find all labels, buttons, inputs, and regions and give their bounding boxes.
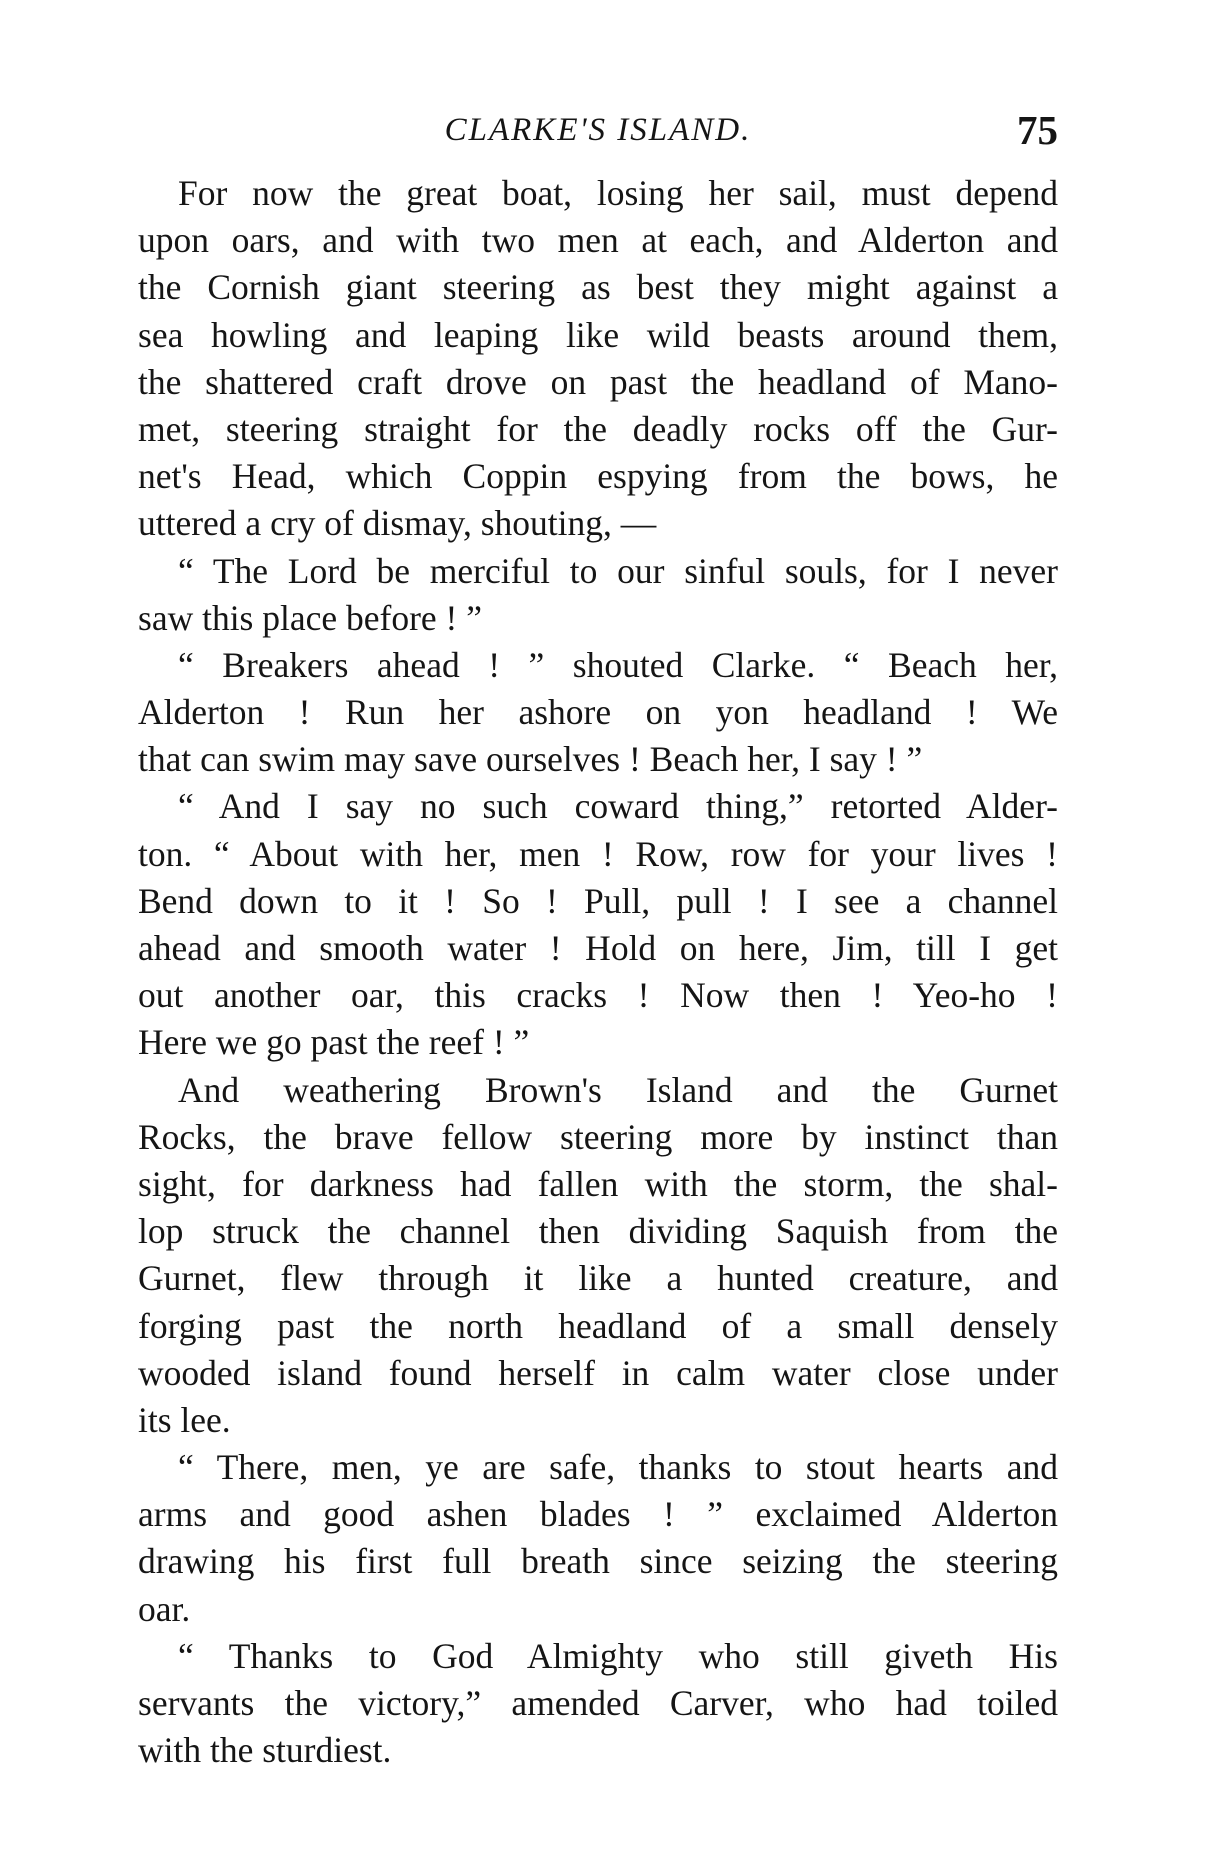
body-text	[138, 170, 1058, 1774]
text-line: the shattered craft drove on past the headland of Mano-	[138, 361, 1058, 402]
text-line: oar.	[138, 1588, 191, 1629]
text-line: servants the victory,” amended Carver, who had toiled	[138, 1683, 1058, 1723]
text-line: ahead and smooth water ! Hold on here, Jim, till I get	[138, 928, 1058, 968]
text-line: For now the great boat, losing her sail, must depend	[178, 173, 1058, 213]
text-line: And weathering Brown's Island and the Gurnet	[178, 1069, 1058, 1110]
page-number: 75	[1017, 107, 1058, 153]
text-line: Alderton ! Run her ashore on yon headland ! We	[138, 692, 1058, 733]
text-line: the Cornish giant steering as best they might against a	[138, 267, 1058, 308]
text-line: sight, for darkness had fallen with the storm, the shal-	[138, 1163, 1058, 1204]
text-line: lop struck the channel then dividing Saquish from the	[138, 1211, 1058, 1252]
text-line: Here we go past the reef ! ”	[138, 1022, 530, 1063]
text-line: forging past the north headland of a small densely	[138, 1305, 1058, 1346]
text-line: “ Thanks to God Almighty who still giveth His	[178, 1635, 1058, 1676]
text-line: with the sturdiest.	[138, 1730, 392, 1771]
text-line: “ The Lord be merciful to our sinful souls, for I never	[178, 550, 1058, 591]
text-line: net's Head, which Coppin espying from the bows, he	[138, 456, 1058, 497]
text-line: upon oars, and with two men at each, and Alderton and	[138, 220, 1058, 261]
text-line: “ There, men, ye are safe, thanks to stout hearts and	[178, 1447, 1058, 1488]
text-line: “ And I say no such coward thing,” retorted Alder-	[178, 786, 1058, 827]
text-line: its lee.	[138, 1399, 231, 1440]
text-line: met, steering straight for the deadly rocks off the Gur-	[138, 408, 1058, 449]
text-line: sea howling and leaping like wild beasts around them,	[138, 314, 1058, 355]
running-title: CLARKE'S ISLAND.	[444, 112, 752, 148]
text-line: out another oar, this cracks ! Now then ! Yeo-ho !	[138, 975, 1058, 1016]
text-line: that can swim may save ourselves ! Beach her, I say ! ”	[138, 739, 923, 780]
text-line: Gurnet, flew through it like a hunted creature, and	[138, 1258, 1058, 1299]
text-line: uttered a cry of dismay, shouting, —	[138, 503, 657, 544]
text-line: arms and good ashen blades ! ” exclaimed Alderton	[138, 1494, 1058, 1535]
text-line: ton. “ About with her, men ! Row, row for your lives !	[138, 833, 1058, 874]
running-head	[138, 107, 1058, 168]
text-line: Rocks, the brave fellow steering more by instinct than	[138, 1116, 1058, 1157]
text-line: saw this place before ! ”	[138, 597, 482, 638]
text-line: wooded island found herself in calm water close under	[138, 1352, 1058, 1393]
text-line: “ Breakers ahead ! ” shouted Clarke. “ Beach her,	[178, 644, 1058, 685]
text-line: drawing his first full breath since seizing the steering	[138, 1541, 1058, 1582]
text-line: Bend down to it ! So ! Pull, pull ! I see a channel	[138, 880, 1058, 921]
